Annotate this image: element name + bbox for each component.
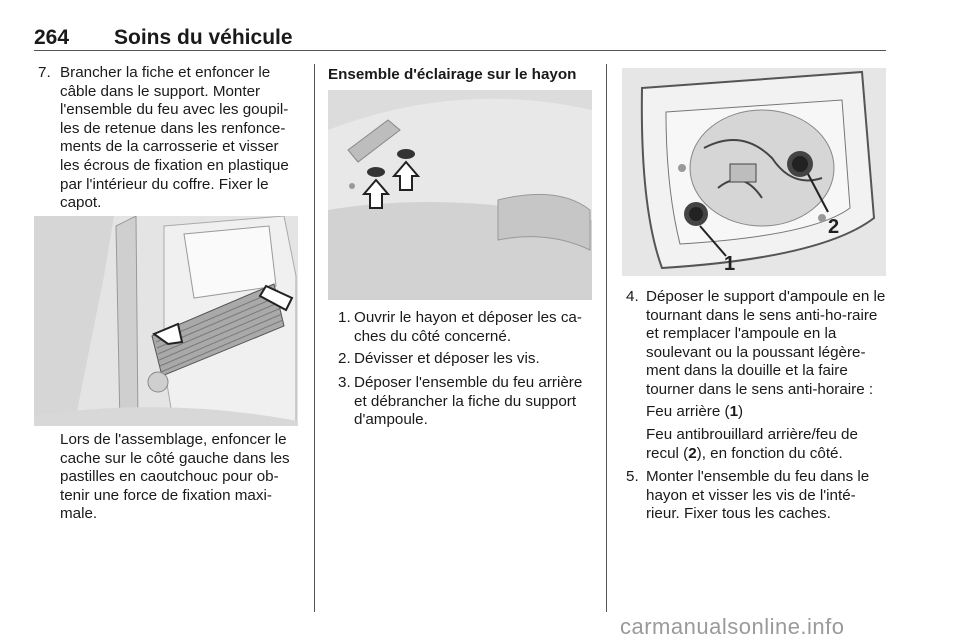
section-title: Soins du véhicule	[114, 26, 293, 49]
sub-step-suffix: ), en fonction du côté.	[696, 444, 843, 462]
step-4	[626, 288, 888, 402]
sub-step-prefix: Feu antibrouillard arrière/feu de recul (	[646, 426, 858, 462]
page-header	[34, 26, 886, 52]
step-1	[338, 309, 594, 349]
note-text: Lors de l'assemblage, enfoncer le cache sur le côté gauche dans les pastilles en caoutchouc pour ob-tenir une force de fixation maxi-male.	[60, 431, 290, 523]
sub-step-suffix: )	[738, 403, 744, 420]
step-number: 5.	[626, 468, 639, 485]
step-number: 4.	[626, 288, 639, 305]
step-number: 2.	[338, 350, 351, 367]
column-divider-left	[314, 64, 315, 612]
sub-step-ref: 2	[688, 444, 697, 462]
step-text: Dévisser et déposer les vis.	[354, 350, 540, 367]
assembly-note	[60, 431, 300, 527]
step-5	[626, 468, 888, 528]
step-text: Ouvrir le hayon et déposer les ca-ches du côté concerné.	[354, 309, 582, 345]
header-divider	[34, 50, 886, 51]
sub-step-rear-lamp	[646, 403, 888, 423]
figure-lamp-rear	[622, 68, 886, 276]
step-7	[34, 64, 300, 214]
page-number: 264	[34, 26, 70, 49]
step-text: Brancher la fiche et enfoncer le câble dans le support. Monter l'ensemble du feu avec les goupil-les de retenue dans les renfonce-ments de la carrosserie et visser les écrous de fixation en plastique par l'intérieur du coffre. Fixer le capot.	[60, 64, 289, 212]
step-text: Déposer le support d'ampoule en le tournant dans le sens anti-ho-raire et remplacer l'ampoule en la soulevant ou la poussant légère-ment dans la douille et la faire tourner dans le sens anti-horaire :	[646, 288, 886, 398]
lamp-rear-illustration	[622, 68, 886, 276]
step-2	[338, 350, 594, 370]
step-number: 3.	[338, 374, 351, 391]
step-number: 1.	[338, 309, 351, 326]
watermark: carmanualsonline.info	[620, 614, 845, 639]
lamp-cover-illustration	[34, 216, 298, 426]
subsection-title: Ensemble d'éclairage sur le hayon	[328, 66, 577, 83]
column-divider-right	[606, 64, 607, 612]
callout-1: 1	[724, 253, 736, 275]
step-number: 7.	[38, 64, 51, 81]
sub-step-fog-reverse-lamp	[646, 426, 888, 466]
step-text: Monter l'ensemble du feu dans le hayon et visser les vis de l'inté-rieur. Fixer tous les caches.	[646, 468, 870, 523]
figure-tailgate-covers	[328, 90, 592, 300]
sub-step-prefix: Feu arrière (	[646, 403, 730, 420]
step-3	[338, 374, 594, 434]
tailgate-illustration	[328, 90, 592, 300]
step-text: Déposer l'ensemble du feu arrière et débrancher la fiche du support d'ampoule.	[354, 374, 583, 429]
callout-2: 2	[828, 216, 840, 238]
sub-step-ref: 1	[729, 403, 739, 420]
figure-lamp-cover	[34, 216, 298, 426]
